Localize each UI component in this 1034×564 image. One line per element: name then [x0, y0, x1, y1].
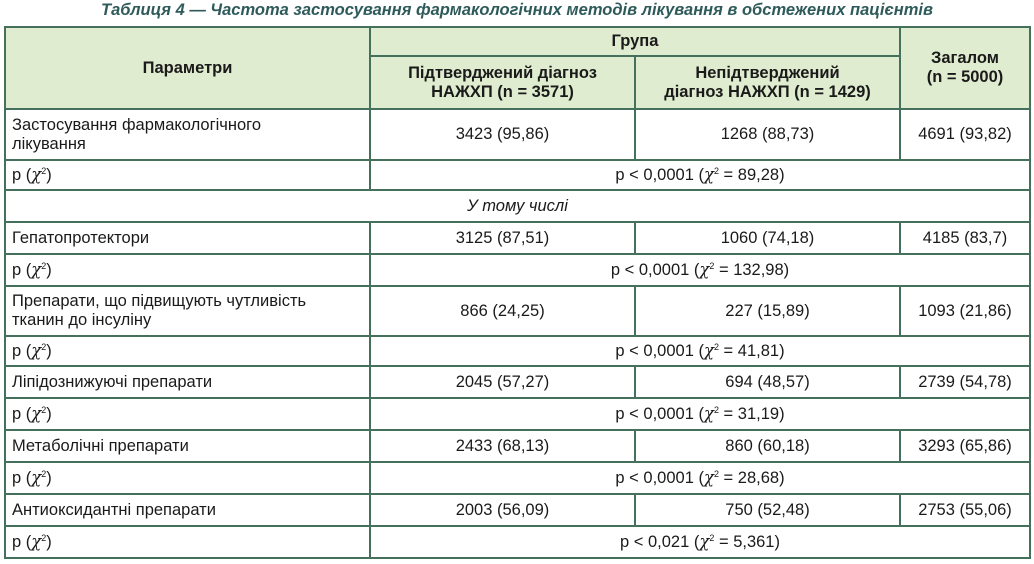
chi-square-superscript: 2 [713, 166, 719, 176]
chi-square-superscript: 2 [709, 261, 715, 271]
param-text: Антиоксидантні препарати [12, 500, 216, 519]
p-label-cell [5, 160, 370, 190]
confirmed-cell: 2045 (57,27) [370, 366, 635, 398]
p-label-prefix: p ( [12, 469, 32, 487]
total-cell: 4691 (93,82) [900, 109, 1030, 160]
p-value-prefix: p < 0,0001 ( [615, 342, 704, 360]
p-value-cell [370, 462, 1030, 494]
p-value-row [5, 336, 1030, 366]
chi-symbol: χ [703, 468, 714, 487]
p-value-prefix: p < 0,021 ( [620, 533, 700, 551]
chi-symbol: χ [699, 260, 710, 279]
confirmed-cell: 2003 (56,09) [370, 494, 635, 526]
table-row [5, 109, 1030, 160]
table-row [5, 222, 1030, 254]
param-cell [5, 286, 370, 336]
p-label-cell [5, 526, 370, 558]
unconfirmed-cell: 1268 (88,73) [635, 109, 900, 160]
chi-symbol: χ [31, 468, 42, 487]
unconfirmed-cell: 860 (60,18) [635, 430, 900, 462]
chi-symbol: χ [703, 165, 714, 184]
confirmed-cell: 3423 (95,86) [370, 109, 635, 160]
table-body [5, 109, 1030, 558]
p-label-suffix: ) [46, 166, 52, 184]
table-caption: Таблиця 4 — Частота застосування фармакологічних методів лікування в обстежених пацієнтів [101, 1, 933, 19]
chi-symbol: χ [703, 341, 714, 360]
total-cell: 2753 (55,06) [900, 494, 1030, 526]
p-label-suffix: ) [46, 469, 52, 487]
chi-square-superscript: 2 [41, 405, 47, 415]
table-row [5, 494, 1030, 526]
param-text: тканин до інсуліну [12, 311, 152, 329]
param-cell [5, 109, 370, 160]
p-value-prefix: p < 0,0001 ( [615, 469, 704, 487]
p-value-suffix: = 41,81) [718, 342, 785, 360]
p-label-suffix: ) [46, 405, 52, 423]
p-label-prefix: p ( [12, 166, 32, 184]
chi-symbol: χ [699, 532, 710, 551]
p-value-row [5, 254, 1030, 286]
p-value-cell [370, 254, 1030, 286]
param-text: Застосування фармакологічного [12, 115, 261, 134]
total-cell: 4185 (83,7) [900, 222, 1030, 254]
param-text: лікування [12, 134, 86, 153]
chi-symbol: χ [31, 532, 42, 551]
header-params: Параметри [5, 27, 370, 109]
chi-square-superscript: 2 [41, 342, 47, 352]
p-label-cell [5, 336, 370, 366]
chi-symbol: χ [31, 341, 42, 360]
chi-square-superscript: 2 [713, 405, 719, 415]
chi-square-superscript: 2 [41, 261, 47, 271]
chi-symbol: χ [703, 404, 714, 423]
table-row [5, 286, 1030, 336]
unconfirmed-cell: 750 (52,48) [635, 494, 900, 526]
p-value-row [5, 398, 1030, 430]
header-group: Група [370, 27, 900, 56]
param-cell [5, 430, 370, 462]
unconfirmed-cell: 227 (15,89) [635, 286, 900, 336]
param-cell [5, 222, 370, 254]
p-value-suffix: = 31,19) [718, 405, 785, 423]
chi-square-superscript: 2 [41, 166, 47, 176]
confirmed-cell: 3125 (87,51) [370, 222, 635, 254]
p-value-cell [370, 336, 1030, 366]
chi-symbol: χ [31, 260, 42, 279]
p-label-prefix: p ( [12, 342, 32, 360]
chi-square-superscript: 2 [41, 469, 47, 479]
param-text: Гепатопротектори [12, 228, 150, 247]
p-label-cell [5, 462, 370, 494]
header-total: Загалом (n = 5000) [900, 27, 1030, 109]
chi-symbol: χ [31, 165, 42, 184]
p-label-suffix: ) [46, 533, 52, 551]
param-text: Ліпідознижуючі препарати [12, 372, 213, 391]
chi-square-superscript: 2 [713, 469, 719, 479]
p-label-suffix: ) [46, 342, 52, 360]
treatment-frequency-table [4, 26, 1031, 559]
p-value-row [5, 526, 1030, 558]
param-text: Препарати, що підвищують чутливість [12, 292, 307, 310]
subheading-row [5, 190, 1030, 222]
total-cell: 2739 (54,78) [900, 366, 1030, 398]
p-value-prefix: p < 0,0001 ( [610, 261, 700, 279]
total-cell: 3293 (65,86) [900, 430, 1030, 462]
param-cell [5, 494, 370, 526]
p-value-cell [370, 526, 1030, 558]
table-row [5, 366, 1030, 398]
p-value-prefix: p < 0,0001 ( [615, 166, 704, 184]
param-text: Метаболічні препарати [12, 436, 189, 455]
p-label-suffix: ) [46, 261, 52, 279]
p-value-cell [370, 398, 1030, 430]
chi-symbol: χ [31, 404, 42, 423]
chi-square-superscript: 2 [713, 342, 719, 352]
chi-square-superscript: 2 [709, 533, 715, 543]
p-value-suffix: = 132,98) [714, 261, 790, 279]
p-label-cell [5, 398, 370, 430]
header-unconfirmed: Непідтверджений діагноз НАЖХП (n = 1429) [635, 56, 900, 109]
unconfirmed-cell: 1060 (74,18) [635, 222, 900, 254]
p-value-suffix: = 89,28) [718, 166, 785, 184]
p-value-row [5, 462, 1030, 494]
param-cell [5, 366, 370, 398]
p-value-cell [370, 160, 1030, 190]
confirmed-cell: 866 (24,25) [370, 286, 635, 336]
total-cell: 1093 (21,86) [900, 286, 1030, 336]
p-value-suffix: = 28,68) [718, 469, 785, 487]
p-label-prefix: p ( [12, 405, 32, 423]
p-value-prefix: p < 0,0001 ( [615, 405, 704, 423]
confirmed-cell: 2433 (68,13) [370, 430, 635, 462]
p-label-prefix: p ( [12, 261, 32, 279]
header-confirmed: Підтверджений діагноз НАЖХП (n = 3571) [370, 56, 635, 109]
p-value-suffix: = 5,361) [714, 533, 780, 551]
p-value-row [5, 160, 1030, 190]
chi-square-superscript: 2 [41, 533, 47, 543]
table-row [5, 430, 1030, 462]
p-label-cell [5, 254, 370, 286]
subheading-cell: У тому числі [5, 190, 1030, 222]
unconfirmed-cell: 694 (48,57) [635, 366, 900, 398]
p-label-prefix: p ( [12, 533, 32, 551]
